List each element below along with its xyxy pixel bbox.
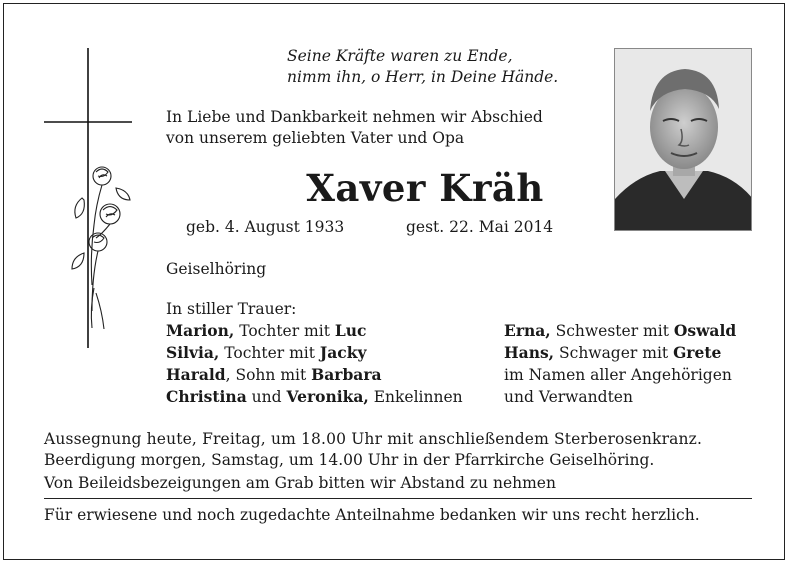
divider	[44, 498, 752, 499]
mourner-line: und Verwandten	[504, 388, 633, 406]
death-date: gest. 22. Mai 2014	[406, 218, 554, 236]
mourner-line: Silvia, Tochter mit Jacky	[166, 343, 367, 362]
mourner-line: Marion, Tochter mit Luc	[166, 321, 367, 340]
obituary-card	[3, 3, 785, 560]
mourner-line: Harald, Sohn mit Barbara	[166, 365, 382, 384]
portrait-photo	[614, 48, 752, 231]
place: Geiselhöring	[166, 260, 267, 278]
notice-line-3: Von Beileidsbezeigungen am Grab bitten wir Abstand zu nehmen	[44, 474, 556, 492]
verse-line-2: nimm ihn, o Herr, in Deine Hände.	[287, 68, 559, 86]
notice-line-1: Aussegnung heute, Freitag, um 18.00 Uhr mit anschließendem Sterberosenkranz.	[44, 430, 703, 448]
notice-line-2: Beerdigung morgen, Samstag, um 14.00 Uhr in der Pfarrkirche Geiselhöring.	[44, 451, 655, 469]
mourner-line: Erna, Schwester mit Oswald	[504, 321, 737, 340]
mourner-line: im Namen aller Angehörigen	[504, 366, 732, 384]
deceased-name: Xaver Kräh	[306, 166, 544, 210]
intro-line-1: In Liebe und Dankbarkeit nehmen wir Abschied	[166, 108, 543, 126]
thanks-line: Für erwiesene und noch zugedachte Anteilnahme bedanken wir uns recht herzlich.	[44, 506, 700, 524]
mourners-heading: In stiller Trauer:	[166, 300, 297, 318]
birth-date: geb. 4. August 1933	[186, 218, 345, 236]
mourner-line: Christina und Veronika, Enkelinnen	[166, 387, 463, 406]
verse-line-1: Seine Kräfte waren zu Ende,	[287, 47, 513, 65]
mourner-line: Hans, Schwager mit Grete	[504, 343, 722, 362]
intro-line-2: von unserem geliebten Vater und Opa	[166, 129, 465, 147]
